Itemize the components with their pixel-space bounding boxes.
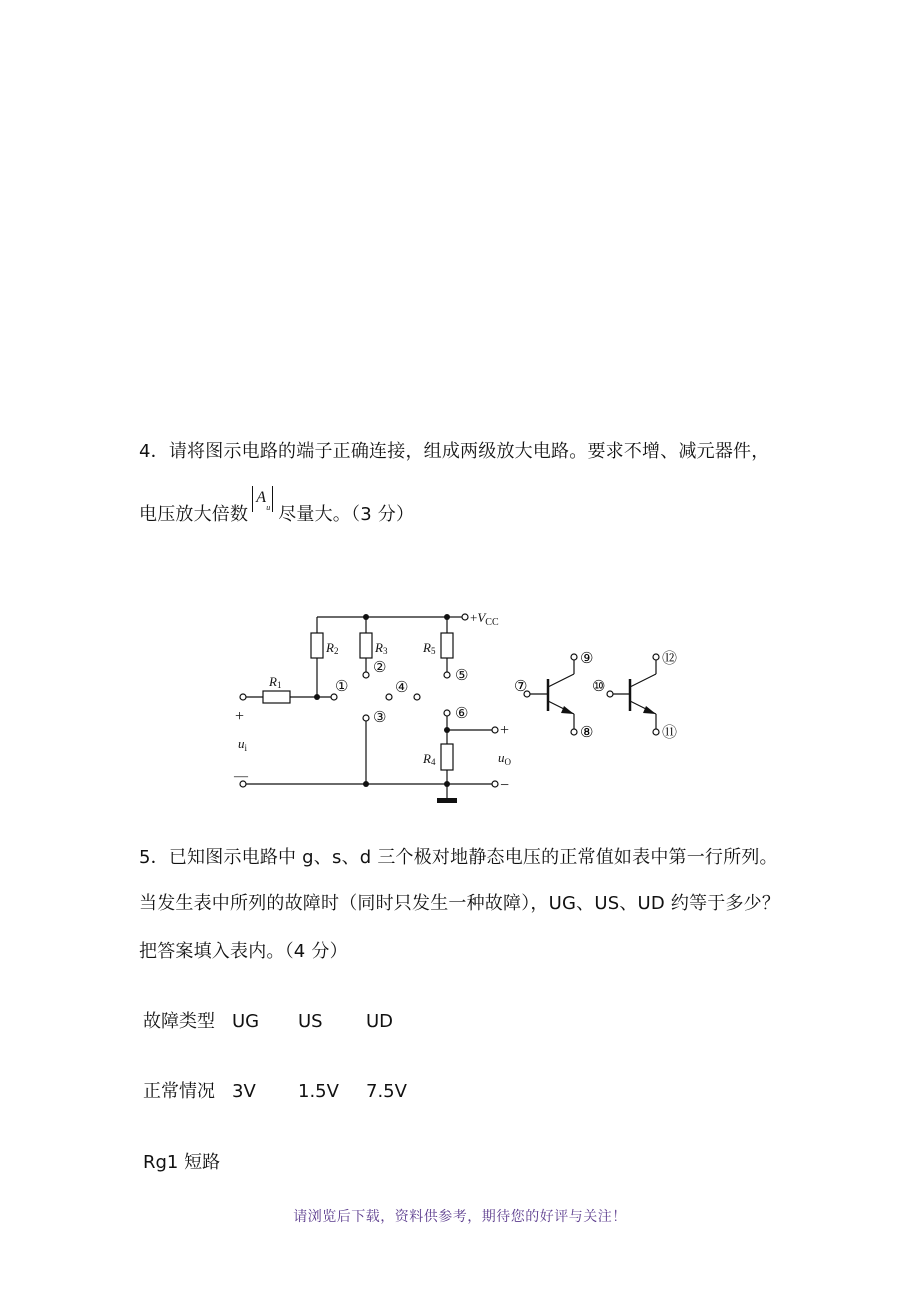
question-4-line-2 [139, 489, 415, 527]
r3-resistor [360, 633, 372, 658]
r2-label: R2 [326, 640, 339, 656]
t2-emitter-arrow [643, 706, 656, 714]
terminal-2[interactable] [363, 672, 369, 678]
question-5-line-1: 5．已知图示电路中 g、s、d 三个极对地静态电压的正常值如表中第一行所列。 [139, 847, 778, 868]
node-ground-left [363, 781, 369, 787]
node-top-r5 [444, 614, 450, 620]
terminal-2-label: ② [373, 660, 387, 676]
terminal-9[interactable] [571, 654, 577, 660]
output-voltage-label: $u_O$ [498, 750, 511, 767]
vcc-label: $+V_{CC}$ [470, 610, 499, 628]
terminal-9-label: ⑨ [580, 651, 594, 667]
terminal-8[interactable] [571, 729, 577, 735]
output-plus-sign: + [500, 722, 510, 739]
terminal-5-label: ⑤ [455, 668, 469, 684]
normal-label: 正常情况 [143, 1081, 215, 1102]
header-us: US [298, 1011, 323, 1032]
terminal-10-label: ⑩ [592, 679, 606, 695]
terminal-11-label: ⑪ [662, 725, 678, 741]
question-5-line-3: 把答案填入表内。（4 分） [139, 941, 348, 962]
input-voltage-label: $u_i$ [238, 736, 248, 753]
node-top-r3 [363, 614, 369, 620]
header-ug: UG [232, 1011, 260, 1032]
rg1-short-label: Rg1 短路 [143, 1152, 221, 1173]
terminal-12[interactable] [653, 654, 659, 660]
abs-bar-left [252, 486, 253, 512]
circuit-diagram [230, 600, 530, 810]
terminal-6-label: ⑥ [455, 706, 469, 722]
r5-label: R5 [423, 640, 436, 656]
terminal-3-label: ③ [373, 710, 387, 726]
input-terminal-plus[interactable] [240, 694, 246, 700]
r4-label: R4 [423, 751, 436, 767]
terminal-6[interactable] [444, 710, 450, 716]
gain-subscript: u [266, 503, 271, 512]
ground-symbol [437, 798, 457, 803]
node-ground-right [444, 781, 450, 787]
terminal-11[interactable] [653, 729, 659, 735]
r3-label: R3 [375, 640, 388, 656]
terminal-4-right[interactable] [414, 694, 420, 700]
terminal-10[interactable] [607, 691, 613, 697]
output-minus-sign: − [500, 777, 510, 794]
question-5-line-2: 当发生表中所列的故障时（同时只发生一种故障），UG、US、UD 约等于多少？ [139, 893, 781, 914]
terminal-4-left[interactable] [386, 694, 392, 700]
node-output [444, 727, 450, 733]
node-r1-r2 [314, 694, 320, 700]
r2-resistor [311, 633, 323, 658]
footer-note: 请浏览后下载，资料供参考，期待您的好评与关注！ [293, 1209, 627, 1225]
abs-bar-right [272, 486, 273, 512]
transistor-pair [512, 645, 692, 745]
question-4-text-after: 尽量大。（3 分） [278, 504, 415, 525]
output-terminal-plus[interactable] [492, 727, 498, 733]
t1-collector-line [548, 674, 574, 687]
header-fault-type: 故障类型 [143, 1011, 215, 1032]
gain-letter: A [256, 489, 267, 506]
r5-resistor [441, 633, 453, 658]
output-terminal-minus[interactable] [492, 781, 498, 787]
r1-label: R1 [269, 674, 282, 690]
terminal-3[interactable] [363, 715, 369, 721]
normal-ug: 3V [232, 1081, 256, 1102]
vcc-terminal [462, 614, 468, 620]
question-4-line-1: 4．请将图示电路的端子正确连接，组成两级放大电路。要求不增、减元器件， [139, 441, 770, 462]
header-ud: UD [366, 1011, 394, 1032]
t1-emitter-arrow [561, 706, 574, 714]
input-plus-sign: + [235, 708, 245, 725]
terminal-1-label: ① [335, 679, 349, 695]
r1-resistor [263, 691, 290, 703]
terminal-12-label: ⑫ [662, 651, 678, 667]
r4-resistor [441, 744, 453, 770]
t2-collector-line [630, 674, 656, 687]
normal-us: 1.5V [298, 1081, 339, 1102]
normal-ud: 7.5V [366, 1081, 407, 1102]
terminal-7-label: ⑦ [514, 679, 528, 695]
question-4-text-before: 电压放大倍数 [139, 504, 249, 525]
terminal-4-label: ④ [395, 680, 409, 696]
terminal-8-label: ⑧ [580, 725, 594, 741]
terminal-5[interactable] [444, 672, 450, 678]
input-minus-sign: — [234, 769, 248, 784]
voltage-gain-symbol [250, 489, 276, 526]
